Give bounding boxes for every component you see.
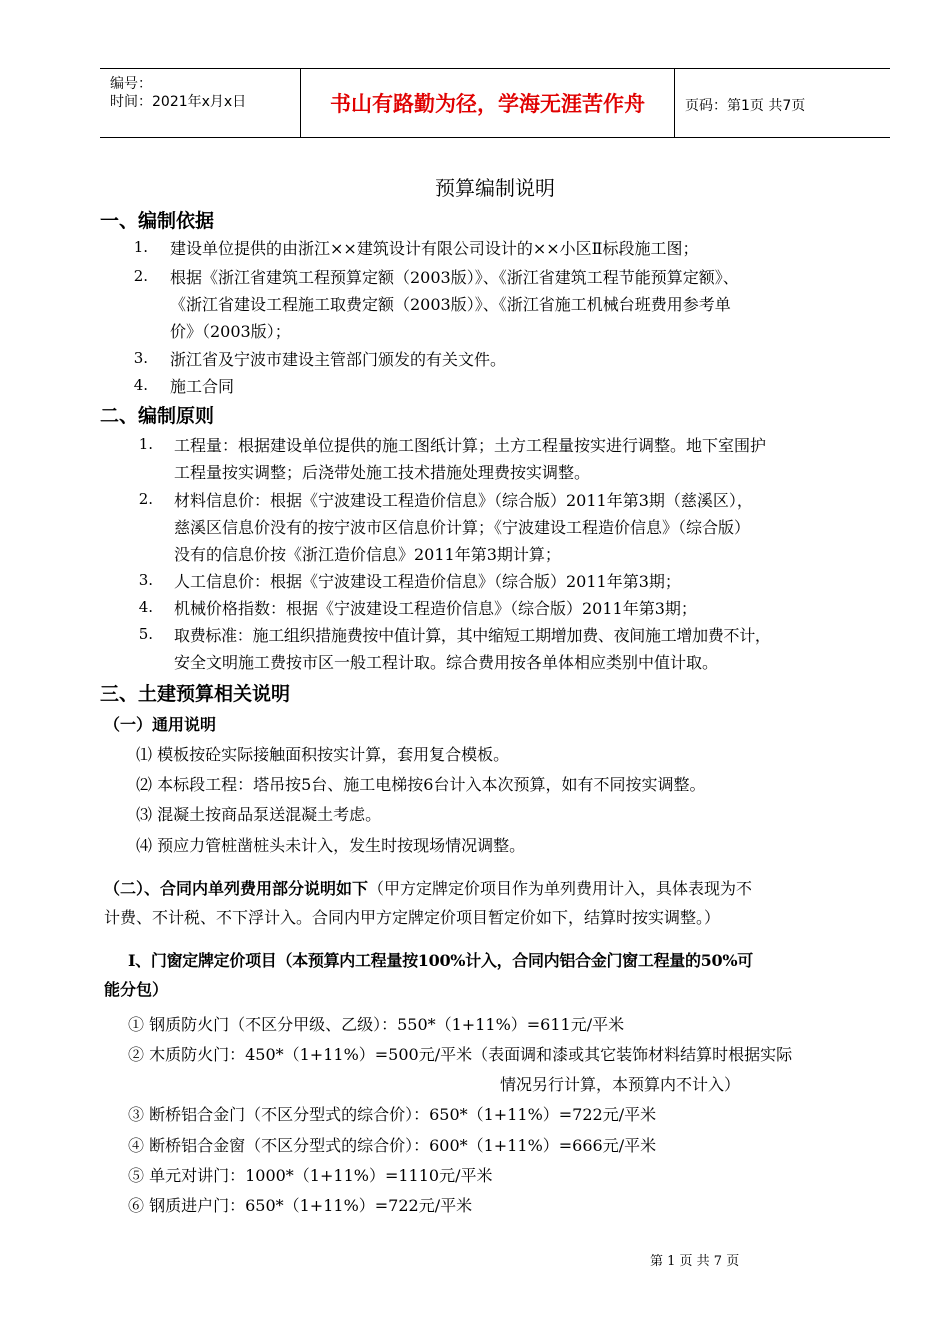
list-item: 价》（2003版）； [170,322,291,341]
list-number: 4. [133,376,148,394]
list-item: ⑴ 模板按砼实际接触面积按实计算，套用复合模板。 [136,745,510,764]
list-item: 施工合同 [170,377,235,396]
section2-heading: 二、编制原则 [100,405,215,427]
list-item: 机械价格指数：根据《宁波建设工程造价信息》（综合版）2011年第3期； [174,599,697,618]
price-item-continuation: 情况另行计算，本预算内不计入） [500,1075,741,1094]
list-item: ⑶ 混凝土按商品泵送混凝土考虑。 [136,805,382,824]
price-item: ⑤ 单元对讲门：1000*（1+11%）=1110元/平米 [128,1166,493,1185]
list-number: 2. [133,267,148,285]
section3-heading: 三、土建预算相关说明 [100,683,291,705]
number-label: 编号： [110,76,152,92]
subsection2-text: （甲方定牌定价项目作为单列费用计入，具体表现为不 [368,879,753,898]
price-item: ④ 断桥铝合金窗（不区分型式的综合价）：600*（1+11%）=666元/平米 [128,1136,657,1155]
list-item: 根据《浙江省建筑工程预算定额（2003版）》、《浙江省建筑工程节能预算定额》、 [170,268,739,287]
list-number: 2. [138,490,153,508]
subsection2-text: 计费、不计税、不下浮计入。合同内甲方定牌定价项目暂定价如下，结算时按实调整。） [104,908,721,927]
list-item: 工程量按实调整；后浇带处施工技术措施处理费按实调整。 [174,463,591,482]
list-item: 没有的信息价按《浙江造价信息》2011年第3期计算； [174,545,561,564]
section1-heading: 一、编制依据 [100,210,215,232]
list-item: 材料信息价：根据《宁波建设工程造价信息》（综合版）2011年第3期（慈溪区）， [174,491,753,510]
list-number: 1. [133,238,148,256]
page-title: 预算编制说明 [435,176,555,200]
list-number: 5. [138,625,153,643]
time-label: 时间：2021年x月x日 [110,94,247,110]
page-footer: 第 1 页 共 7 页 [650,1254,740,1269]
list-item: 建设单位提供的由浙江××建筑设计有限公司设计的××小区Ⅱ标段施工图； [170,239,699,258]
list-item: 取费标准：施工组织措施费按中值计算，其中缩短工期增加费、夜间施工增加费不计， [174,626,771,645]
list-item: 安全文明施工费按市区一般工程计取。综合费用按各单体相应类别中值计取。 [174,653,719,672]
price-item: ⑥ 钢质进户门：650*（1+11%）=722元/平米 [128,1196,473,1215]
list-item: 浙江省及宁波市建设主管部门颁发的有关文件。 [170,350,507,369]
list-number: 3. [138,571,153,589]
list-item: ⑷ 预应力管桩凿桩头未计入，发生时按现场情况调整。 [136,836,526,855]
list-item: 慈溪区信息价没有的按宁波市区信息价计算；《宁波建设工程造价信息》（综合版） [174,518,751,537]
price-item: ① 钢质防火门（不区分甲级、乙级）：550*（1+11%）=611元/平米 [128,1015,625,1034]
motto: 书山有路勤为径，学海无涯苦作舟 [301,69,675,137]
list-number: 4. [138,598,153,616]
page-label: 页码：第1页 共7页 [685,98,806,114]
price-item: ② 木质防火门：450*（1+11%）=500元/平米（表面调和漆或其它装饰材料结算时根据实际 [128,1045,793,1064]
subsection1-heading: （一）通用说明 [104,715,217,734]
subsection2-heading: （二）、合同内单列费用部分说明如下 [104,879,369,898]
part1-heading: Ⅰ、门窗定牌定价项目（本预算内工程量按100%计入，合同内铝合金门窗工程量的50%可 [128,951,753,970]
price-item: ③ 断桥铝合金门（不区分型式的综合价）：650*（1+11%）=722元/平米 [128,1105,657,1124]
list-item: ⑵ 本标段工程：塔吊按5台、施工电梯按6台计入本次预算，如有不同按实调整。 [136,775,706,794]
page-header [100,68,890,138]
list-item: 人工信息价：根据《宁波建设工程造价信息》（综合版）2011年第3期； [174,572,681,591]
list-number: 3. [133,349,148,367]
subsection2-paragraph [104,876,752,899]
part1-heading: 能分包） [104,980,169,999]
list-item: 《浙江省建设工程施工取费定额（2003版）》、《浙江省施工机械台班费用参考单 [170,295,731,314]
list-item: 工程量：根据建设单位提供的施工图纸计算；土方工程量按实进行调整。地下室围护 [174,436,767,455]
list-number: 1. [138,435,153,453]
header-meta-cell [100,69,301,137]
